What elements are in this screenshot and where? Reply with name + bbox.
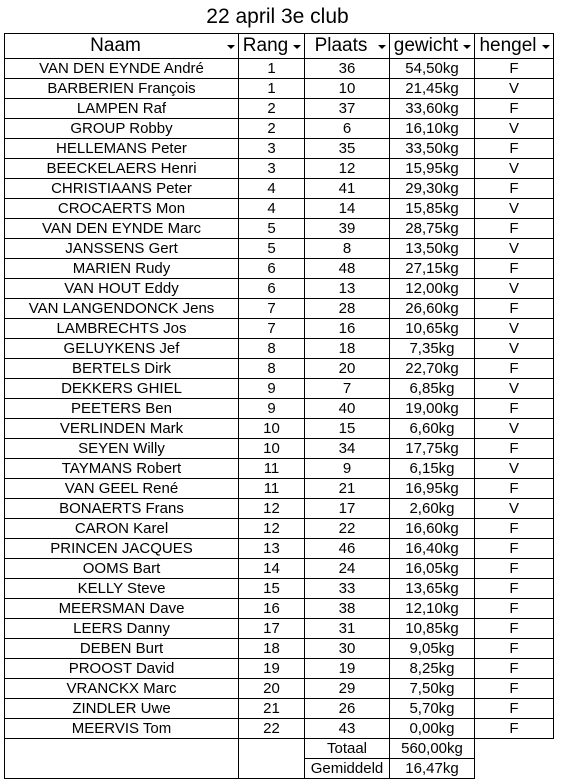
cell-rang: 20 [239, 679, 305, 699]
cell-naam: CARON Karel [5, 519, 239, 539]
cell-hengel: V [475, 459, 554, 479]
cell-hengel: V [475, 159, 554, 179]
cell-hengel: V [475, 379, 554, 399]
cell-gewicht: 15,95kg [390, 159, 475, 179]
cell-gewicht: 13,50kg [390, 239, 475, 259]
cell-rang: 9 [239, 399, 305, 419]
table-row [5, 559, 554, 579]
summary-blank-rang-2 [239, 759, 305, 779]
cell-naam: MEERVIS Tom [5, 719, 239, 739]
cell-hengel: V [475, 79, 554, 99]
cell-rang: 16 [239, 599, 305, 619]
cell-gewicht: 6,15kg [390, 459, 475, 479]
cell-plaats: 15 [305, 419, 390, 439]
cell-plaats: 31 [305, 619, 390, 639]
cell-gewicht: 12,00kg [390, 279, 475, 299]
cell-rang: 17 [239, 619, 305, 639]
cell-plaats: 12 [305, 159, 390, 179]
table-row [5, 379, 554, 399]
cell-gewicht: 16,60kg [390, 519, 475, 539]
cell-rang: 8 [239, 339, 305, 359]
cell-gewicht: 17,75kg [390, 439, 475, 459]
chevron-down-icon[interactable] [224, 39, 237, 54]
cell-naam: GROUP Robby [5, 119, 239, 139]
cell-gewicht: 10,65kg [390, 319, 475, 339]
cell-naam: VAN DEN EYNDE André [5, 59, 239, 79]
cell-naam: BARBERIEN François [5, 79, 239, 99]
table-row [5, 679, 554, 699]
cell-hengel: F [475, 719, 554, 739]
cell-gewicht: 28,75kg [390, 219, 475, 239]
table-row [5, 719, 554, 739]
cell-rang: 15 [239, 579, 305, 599]
cell-gewicht: 29,30kg [390, 179, 475, 199]
summary-blank-naam-2 [5, 759, 239, 779]
chevron-down-icon[interactable] [539, 39, 552, 54]
cell-plaats: 9 [305, 459, 390, 479]
cell-hengel: F [475, 299, 554, 319]
header-naam-label: Naam [90, 35, 141, 56]
cell-hengel: F [475, 639, 554, 659]
cell-gewicht: 22,70kg [390, 359, 475, 379]
totaal-row [5, 739, 554, 759]
table-row [5, 159, 554, 179]
table-row [5, 59, 554, 79]
cell-naam: LEERS Danny [5, 619, 239, 639]
cell-naam: CROCAERTS Mon [5, 199, 239, 219]
table-row [5, 359, 554, 379]
table-row [5, 119, 554, 139]
cell-naam: VAN LANGENDONCK Jens [5, 299, 239, 319]
cell-plaats: 35 [305, 139, 390, 159]
cell-plaats: 7 [305, 379, 390, 399]
cell-rang: 8 [239, 359, 305, 379]
cell-gewicht: 26,60kg [390, 299, 475, 319]
cell-rang: 2 [239, 99, 305, 119]
table-row [5, 199, 554, 219]
cell-naam: LAMBRECHTS Jos [5, 319, 239, 339]
cell-plaats: 29 [305, 679, 390, 699]
cell-plaats: 16 [305, 319, 390, 339]
cell-naam: TAYMANS Robert [5, 459, 239, 479]
cell-hengel: V [475, 499, 554, 519]
cell-rang: 11 [239, 459, 305, 479]
table-row [5, 579, 554, 599]
cell-naam: VRANCKX Marc [5, 679, 239, 699]
cell-plaats: 43 [305, 719, 390, 739]
cell-naam: LAMPEN Raf [5, 99, 239, 119]
header-plaats [305, 34, 390, 59]
cell-naam: PEETERS Ben [5, 399, 239, 419]
cell-naam: MEERSMAN Dave [5, 599, 239, 619]
cell-naam: HELLEMANS Peter [5, 139, 239, 159]
cell-hengel: F [475, 399, 554, 419]
table-row [5, 319, 554, 339]
cell-hengel: F [475, 699, 554, 719]
cell-rang: 14 [239, 559, 305, 579]
cell-naam: DEKKERS GHIEL [5, 379, 239, 399]
cell-naam: GELUYKENS Jef [5, 339, 239, 359]
table-row [5, 659, 554, 679]
summary-blank-hengel-2 [475, 759, 554, 779]
table-row [5, 619, 554, 639]
cell-hengel: V [475, 339, 554, 359]
cell-gewicht: 2,60kg [390, 499, 475, 519]
cell-plaats: 14 [305, 199, 390, 219]
cell-plaats: 33 [305, 579, 390, 599]
table-row [5, 699, 554, 719]
cell-rang: 21 [239, 699, 305, 719]
table-row [5, 179, 554, 199]
table-row [5, 339, 554, 359]
cell-rang: 12 [239, 499, 305, 519]
cell-naam: VAN GEEL René [5, 479, 239, 499]
cell-hengel: F [475, 579, 554, 599]
cell-plaats: 20 [305, 359, 390, 379]
header-naam [5, 34, 239, 59]
cell-naam: DEBEN Burt [5, 639, 239, 659]
cell-gewicht: 5,70kg [390, 699, 475, 719]
cell-gewicht: 21,45kg [390, 79, 475, 99]
header-hengel-label: hengel [479, 35, 537, 56]
cell-rang: 5 [239, 239, 305, 259]
cell-plaats: 37 [305, 99, 390, 119]
cell-hengel: F [475, 479, 554, 499]
cell-naam: VAN HOUT Eddy [5, 279, 239, 299]
cell-hengel: V [475, 279, 554, 299]
header-rang [239, 34, 305, 59]
cell-plaats: 17 [305, 499, 390, 519]
cell-rang: 22 [239, 719, 305, 739]
header-gewicht-label: gewicht [393, 35, 459, 56]
cell-naam: PRINCEN JACQUES [5, 539, 239, 559]
table-row [5, 99, 554, 119]
summary-blank-rang [239, 739, 305, 759]
table-row [5, 499, 554, 519]
cell-hengel: V [475, 119, 554, 139]
summary-blank-hengel [475, 739, 554, 759]
cell-hengel: F [475, 679, 554, 699]
cell-plaats: 46 [305, 539, 390, 559]
totaal-value: 560,00kg [390, 739, 475, 759]
cell-naam: JANSSENS Gert [5, 239, 239, 259]
summary-blank-naam [5, 739, 239, 759]
table-row [5, 399, 554, 419]
cell-gewicht: 7,50kg [390, 679, 475, 699]
cell-rang: 6 [239, 279, 305, 299]
cell-rang: 9 [239, 379, 305, 399]
cell-gewicht: 6,85kg [390, 379, 475, 399]
cell-gewicht: 7,35kg [390, 339, 475, 359]
table-row [5, 139, 554, 159]
cell-plaats: 10 [305, 79, 390, 99]
cell-rang: 6 [239, 259, 305, 279]
cell-gewicht: 54,50kg [390, 59, 475, 79]
cell-plaats: 21 [305, 479, 390, 499]
gemiddeld-row [5, 759, 554, 779]
cell-plaats: 24 [305, 559, 390, 579]
cell-gewicht: 33,60kg [390, 99, 475, 119]
cell-plaats: 22 [305, 519, 390, 539]
cell-gewicht: 12,10kg [390, 599, 475, 619]
gemiddeld-label: Gemiddeld [305, 759, 390, 779]
cell-plaats: 36 [305, 59, 390, 79]
cell-naam: PROOST David [5, 659, 239, 679]
cell-gewicht: 15,85kg [390, 199, 475, 219]
cell-hengel: V [475, 419, 554, 439]
cell-rang: 4 [239, 199, 305, 219]
chevron-down-icon[interactable] [375, 39, 388, 54]
header-row [5, 34, 554, 59]
cell-plaats: 34 [305, 439, 390, 459]
cell-rang: 3 [239, 159, 305, 179]
cell-hengel: F [475, 99, 554, 119]
table-row [5, 419, 554, 439]
chevron-down-icon[interactable] [460, 39, 473, 54]
cell-plaats: 48 [305, 259, 390, 279]
cell-rang: 4 [239, 179, 305, 199]
cell-hengel: V [475, 199, 554, 219]
table-row [5, 439, 554, 459]
cell-hengel: F [475, 359, 554, 379]
cell-plaats: 28 [305, 299, 390, 319]
cell-naam: BEECKELAERS Henri [5, 159, 239, 179]
cell-naam: ZINDLER Uwe [5, 699, 239, 719]
table-row [5, 259, 554, 279]
results-table [4, 33, 554, 779]
cell-naam: BONAERTS Frans [5, 499, 239, 519]
cell-hengel: F [475, 559, 554, 579]
cell-plaats: 40 [305, 399, 390, 419]
cell-rang: 1 [239, 59, 305, 79]
cell-rang: 2 [239, 119, 305, 139]
header-plaats-label: Plaats [314, 35, 368, 56]
cell-hengel: F [475, 259, 554, 279]
cell-hengel: V [475, 239, 554, 259]
cell-plaats: 18 [305, 339, 390, 359]
cell-naam: BERTELS Dirk [5, 359, 239, 379]
cell-gewicht: 33,50kg [390, 139, 475, 159]
cell-hengel: F [475, 519, 554, 539]
cell-plaats: 26 [305, 699, 390, 719]
cell-gewicht: 16,10kg [390, 119, 475, 139]
table-row [5, 599, 554, 619]
gemiddeld-value: 16,47kg [390, 759, 475, 779]
cell-naam: MARIEN Rudy [5, 259, 239, 279]
table-row [5, 519, 554, 539]
table-row [5, 239, 554, 259]
cell-rang: 3 [239, 139, 305, 159]
cell-hengel: F [475, 139, 554, 159]
cell-naam: VERLINDEN Mark [5, 419, 239, 439]
table-row [5, 479, 554, 499]
cell-hengel: F [475, 179, 554, 199]
cell-gewicht: 8,25kg [390, 659, 475, 679]
cell-gewicht: 13,65kg [390, 579, 475, 599]
cell-gewicht: 6,60kg [390, 419, 475, 439]
cell-plaats: 19 [305, 659, 390, 679]
chevron-down-icon[interactable] [290, 39, 303, 54]
cell-plaats: 41 [305, 179, 390, 199]
cell-rang: 19 [239, 659, 305, 679]
cell-rang: 7 [239, 319, 305, 339]
sheet-title: 22 april 3e club [206, 5, 349, 28]
cell-naam: OOMS Bart [5, 559, 239, 579]
header-hengel [475, 34, 554, 59]
cell-plaats: 38 [305, 599, 390, 619]
cell-hengel: F [475, 219, 554, 239]
cell-hengel: V [475, 319, 554, 339]
table-row [5, 79, 554, 99]
cell-hengel: F [475, 599, 554, 619]
cell-plaats: 39 [305, 219, 390, 239]
cell-hengel: F [475, 59, 554, 79]
table-row [5, 639, 554, 659]
cell-rang: 13 [239, 539, 305, 559]
cell-gewicht: 27,15kg [390, 259, 475, 279]
cell-rang: 1 [239, 79, 305, 99]
table-row [5, 459, 554, 479]
cell-naam: CHRISTIAANS Peter [5, 179, 239, 199]
cell-gewicht: 16,05kg [390, 559, 475, 579]
header-rang-label: Rang [242, 35, 289, 56]
cell-naam: KELLY Steve [5, 579, 239, 599]
cell-gewicht: 16,95kg [390, 479, 475, 499]
header-gewicht [390, 34, 475, 59]
cell-plaats: 6 [305, 119, 390, 139]
cell-hengel: F [475, 439, 554, 459]
cell-gewicht: 0,00kg [390, 719, 475, 739]
cell-rang: 11 [239, 479, 305, 499]
cell-gewicht: 16,40kg [390, 539, 475, 559]
cell-gewicht: 10,85kg [390, 619, 475, 639]
table-row [5, 539, 554, 559]
totaal-label: Totaal [305, 739, 390, 759]
cell-rang: 10 [239, 419, 305, 439]
cell-naam: SEYEN Willy [5, 439, 239, 459]
cell-hengel: F [475, 659, 554, 679]
cell-naam: VAN DEN EYNDE Marc [5, 219, 239, 239]
cell-rang: 12 [239, 519, 305, 539]
cell-plaats: 30 [305, 639, 390, 659]
cell-hengel: F [475, 619, 554, 639]
cell-plaats: 13 [305, 279, 390, 299]
cell-rang: 18 [239, 639, 305, 659]
table-row [5, 299, 554, 319]
cell-hengel: F [475, 539, 554, 559]
cell-plaats: 8 [305, 239, 390, 259]
cell-rang: 5 [239, 219, 305, 239]
cell-rang: 10 [239, 439, 305, 459]
table-row [5, 219, 554, 239]
cell-gewicht: 19,00kg [390, 399, 475, 419]
cell-rang: 7 [239, 299, 305, 319]
table-row [5, 279, 554, 299]
cell-gewicht: 9,05kg [390, 639, 475, 659]
